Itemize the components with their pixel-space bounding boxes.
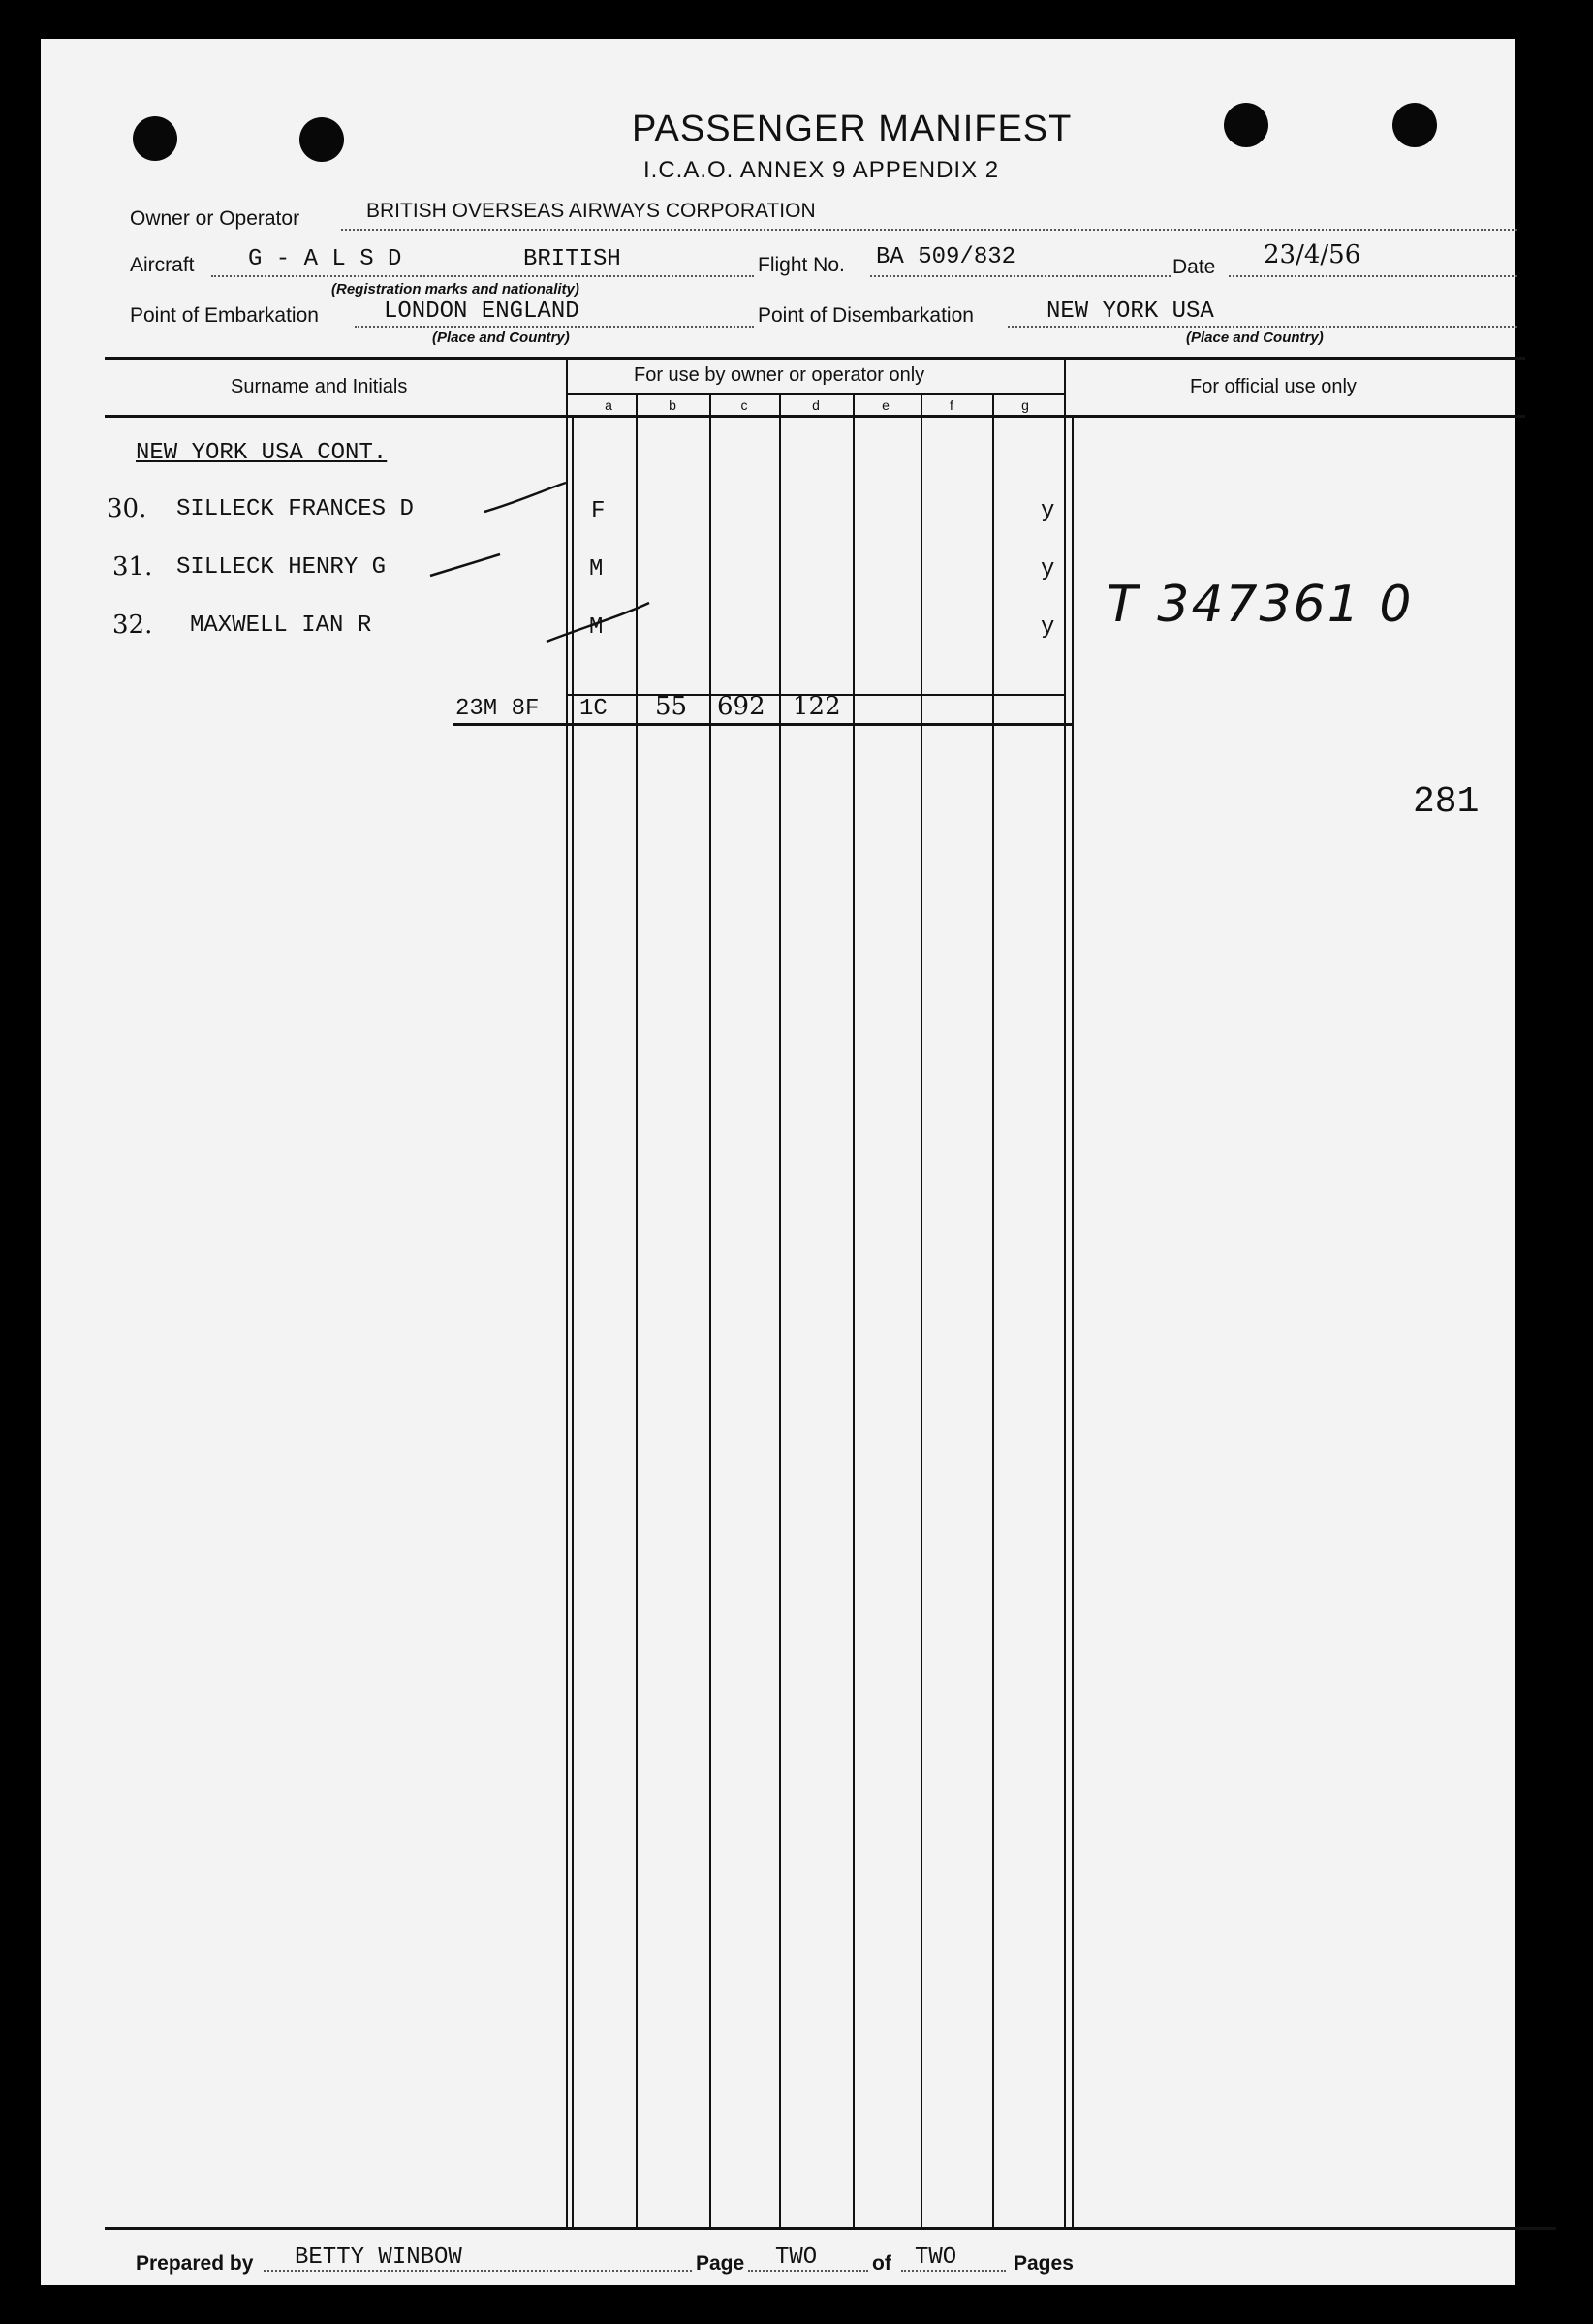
passenger-name: SILLECK FRANCES D bbox=[176, 496, 414, 522]
prepared-value: BETTY WINBOW bbox=[295, 2245, 462, 2271]
row-number: 30. bbox=[107, 494, 147, 523]
aircraft-nationality: BRITISH bbox=[523, 246, 621, 272]
official-handwritten-note: T 347361 0 bbox=[1107, 576, 1414, 634]
totals-label: 23M 8F bbox=[455, 696, 540, 722]
embarkation-label: Point of Embarkation bbox=[130, 304, 319, 327]
passenger-mark: y bbox=[1041, 498, 1055, 524]
embarkation-note: (Place and Country) bbox=[432, 330, 570, 346]
section-heading: NEW YORK USA CONT. bbox=[136, 440, 388, 466]
of-value: TWO bbox=[915, 2245, 957, 2271]
page-subtitle: I.C.A.O. ANNEX 9 APPENDIX 2 bbox=[643, 157, 1000, 183]
aircraft-registration: G - A L S D bbox=[248, 246, 402, 272]
passenger-sex: F bbox=[591, 498, 606, 524]
subcol-f: f bbox=[950, 397, 953, 413]
passenger-mark: y bbox=[1041, 614, 1055, 641]
col-owner-header: For use by owner or operator only bbox=[634, 364, 925, 386]
totals-bottom-rule bbox=[453, 723, 1072, 726]
col-official-header: For official use only bbox=[1190, 376, 1357, 397]
passenger-sex: M bbox=[589, 614, 604, 641]
embarkation-value: LONDON ENGLAND bbox=[384, 298, 579, 325]
passenger-mark: y bbox=[1041, 556, 1055, 582]
aircraft-note: (Registration marks and nationality) bbox=[331, 281, 579, 298]
totals-c: 692 bbox=[717, 692, 765, 721]
passenger-name: SILLECK HENRY G bbox=[176, 554, 387, 581]
owner-label: Owner or Operator bbox=[130, 207, 300, 230]
page-label: Page bbox=[696, 2252, 745, 2275]
disembarkation-note: (Place and Country) bbox=[1186, 330, 1324, 346]
subcol-g: g bbox=[1021, 397, 1029, 413]
col-surname-header: Surname and Initials bbox=[231, 376, 408, 397]
totals-d: 122 bbox=[793, 692, 841, 721]
page-rule bbox=[748, 2270, 868, 2272]
page-title: PASSENGER MANIFEST bbox=[632, 109, 1073, 149]
subcol-e: e bbox=[882, 397, 890, 413]
subcol-a: a bbox=[605, 397, 612, 413]
stamp-number: 281 bbox=[1413, 781, 1480, 823]
row-number: 31. bbox=[112, 552, 153, 581]
subcol-b: b bbox=[669, 397, 676, 413]
of-label: of bbox=[872, 2252, 891, 2275]
page-value: TWO bbox=[775, 2245, 818, 2271]
subcol-c: c bbox=[740, 397, 748, 413]
totals-a: 1C bbox=[579, 696, 608, 722]
pages-label: Pages bbox=[1014, 2252, 1074, 2275]
passenger-name: MAXWELL IAN R bbox=[190, 612, 372, 639]
date-label: Date bbox=[1172, 256, 1216, 278]
prepared-rule bbox=[264, 2270, 692, 2272]
subcol-d: d bbox=[812, 397, 820, 413]
totals-b: 55 bbox=[655, 692, 688, 721]
date-value: 23/4/56 bbox=[1264, 240, 1361, 269]
of-rule bbox=[901, 2270, 1006, 2272]
passenger-sex: M bbox=[589, 556, 604, 582]
prepared-label: Prepared by bbox=[136, 2252, 254, 2275]
flight-value: BA 509/832 bbox=[876, 244, 1016, 270]
disembarkation-value: NEW YORK USA bbox=[1046, 298, 1214, 325]
row-number: 32. bbox=[112, 611, 153, 640]
owner-value: BRITISH OVERSEAS AIRWAYS CORPORATION bbox=[366, 200, 816, 222]
disembarkation-label: Point of Disembarkation bbox=[758, 304, 974, 327]
footer-rule bbox=[105, 2227, 1556, 2230]
aircraft-label: Aircraft bbox=[130, 254, 195, 276]
flight-label: Flight No. bbox=[758, 254, 845, 276]
